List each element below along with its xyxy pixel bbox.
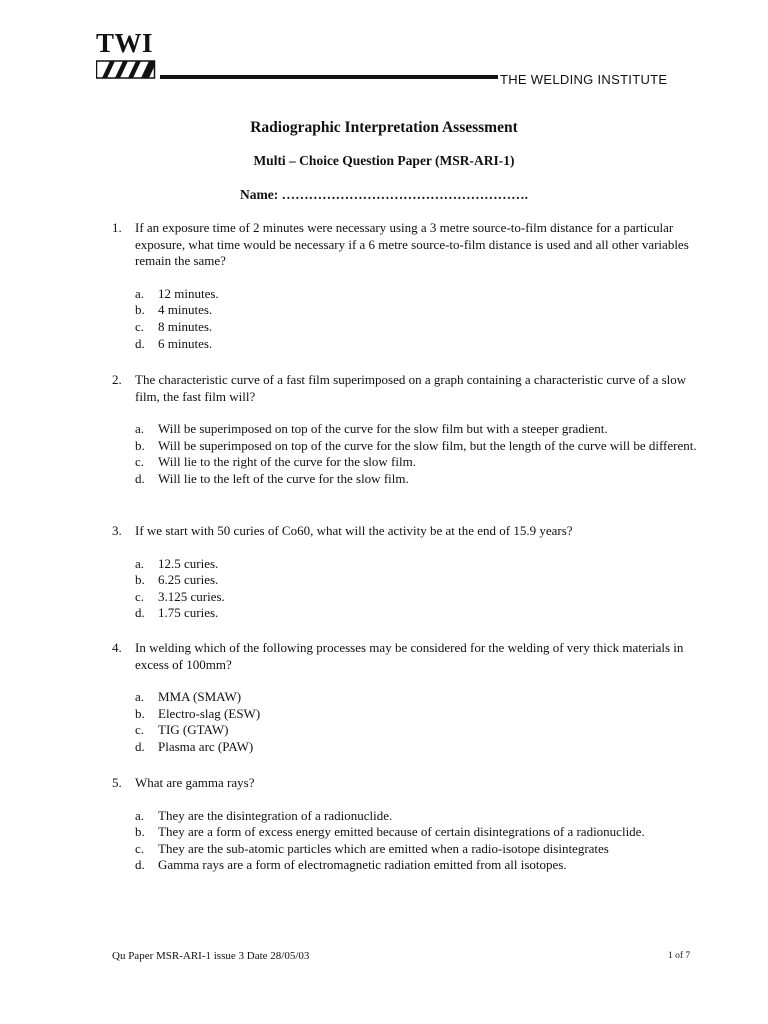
option-d bbox=[135, 605, 702, 622]
option-letter: b. bbox=[135, 705, 145, 721]
option-text: Will lie to the right of the curve for the slow film. bbox=[158, 454, 416, 470]
option-c bbox=[135, 319, 702, 336]
question-text: If we start with 50 curies of Co60, what will the activity be at the end of 15.9 years? bbox=[135, 523, 573, 538]
footer-page-number: 1 of 7 bbox=[668, 951, 691, 961]
option-text: 6 minutes. bbox=[158, 335, 213, 351]
question-number: 5. bbox=[112, 775, 122, 790]
option-a bbox=[135, 556, 702, 573]
option-letter: c. bbox=[135, 840, 145, 856]
question-number: 4. bbox=[112, 640, 122, 655]
header-rule bbox=[160, 75, 498, 79]
question-5 bbox=[112, 775, 702, 874]
option-text: They are a form of excess energy emitted because of certain disintegrations of a radionuclide. bbox=[158, 824, 645, 840]
option-text: 8 minutes. bbox=[158, 318, 213, 334]
option-c bbox=[135, 454, 702, 471]
option-letter: b. bbox=[135, 437, 145, 453]
option-letter: a. bbox=[135, 285, 145, 301]
option-text: 4 minutes. bbox=[158, 302, 213, 318]
option-b bbox=[135, 438, 702, 455]
option-text: 6.25 curies. bbox=[158, 572, 219, 588]
option-a bbox=[135, 286, 702, 303]
option-b bbox=[135, 706, 702, 723]
option-letter: c. bbox=[135, 722, 145, 738]
footer-document-ref: Qu Paper MSR-ARI-1 issue 3 Date 28/05/03 bbox=[112, 950, 310, 962]
logo-stripes-icon bbox=[96, 60, 158, 80]
option-letter: d. bbox=[135, 857, 145, 873]
option-d bbox=[135, 336, 702, 353]
option-text: They are the sub-atomic particles which are emitted when a radio-isotope disintegrates bbox=[158, 840, 609, 856]
option-letter: b. bbox=[135, 572, 145, 588]
question-2 bbox=[112, 372, 702, 488]
option-b bbox=[135, 824, 702, 841]
question-3 bbox=[112, 523, 702, 622]
option-b bbox=[135, 572, 702, 589]
option-text: 1.75 curies. bbox=[158, 605, 219, 621]
question-text: If an exposure time of 2 minutes were necessary using a 3 metre source-to-film distance for a particular exposure, what time would be necessary if a 6 metre source-to-film distance is used and all other variables remain the same? bbox=[135, 220, 689, 269]
twi-logo bbox=[96, 30, 153, 57]
option-a bbox=[135, 689, 702, 706]
option-text: Plasma arc (PAW) bbox=[158, 738, 254, 754]
option-text: 3.125 curies. bbox=[158, 588, 225, 604]
option-list bbox=[135, 556, 702, 622]
page-title: Radiographic Interpretation Assessment bbox=[250, 119, 518, 136]
question-number: 3. bbox=[112, 523, 122, 538]
option-d bbox=[135, 857, 702, 874]
option-d bbox=[135, 471, 702, 488]
option-c bbox=[135, 722, 702, 739]
option-letter: c. bbox=[135, 588, 145, 604]
question-text: What are gamma rays? bbox=[135, 775, 255, 790]
option-text: Will be superimposed on top of the curve for the slow film but with a steeper gradient. bbox=[158, 421, 608, 437]
option-text: TIG (GTAW) bbox=[158, 722, 229, 738]
option-text: Will lie to the left of the curve for the slow film. bbox=[158, 470, 409, 486]
option-c bbox=[135, 589, 702, 606]
option-letter: c. bbox=[135, 318, 145, 334]
option-letter: d. bbox=[135, 605, 145, 621]
option-a bbox=[135, 421, 702, 438]
logo-text: TWI bbox=[96, 28, 154, 58]
option-text: MMA (SMAW) bbox=[158, 689, 242, 705]
option-letter: a. bbox=[135, 807, 145, 823]
option-a bbox=[135, 808, 702, 825]
option-text: 12 minutes. bbox=[158, 285, 219, 301]
option-d bbox=[135, 739, 702, 756]
page-subtitle: Multi – Choice Question Paper (MSR-ARI-1) bbox=[253, 153, 515, 168]
option-list bbox=[135, 808, 702, 874]
option-list bbox=[135, 689, 702, 755]
option-text: They are the disintegration of a radionuclide. bbox=[158, 807, 393, 823]
option-text: Gamma rays are a form of electromagnetic radiation emitted from all isotopes. bbox=[158, 857, 567, 873]
option-text: Will be superimposed on top of the curve for the slow film, but the length of the curve will be different. bbox=[158, 437, 697, 453]
question-1 bbox=[112, 220, 702, 352]
option-list bbox=[135, 286, 702, 352]
option-letter: d. bbox=[135, 470, 145, 486]
option-text: Electro-slag (ESW) bbox=[158, 705, 261, 721]
option-letter: d. bbox=[135, 335, 145, 351]
question-text: In welding which of the following processes may be considered for the welding of very thick materials in excess of 100mm? bbox=[135, 640, 684, 672]
option-list bbox=[135, 421, 702, 487]
name-field-line: Name: ………………………………………………. bbox=[240, 187, 528, 202]
option-letter: b. bbox=[135, 824, 145, 840]
option-b bbox=[135, 302, 702, 319]
option-letter: a. bbox=[135, 689, 145, 705]
option-letter: b. bbox=[135, 302, 145, 318]
option-text: 12.5 curies. bbox=[158, 555, 219, 571]
question-number: 1. bbox=[112, 220, 122, 235]
option-letter: a. bbox=[135, 421, 145, 437]
question-text: The characteristic curve of a fast film superimposed on a graph containing a characteristic curve of a slow film, the fast film will? bbox=[135, 372, 687, 404]
question-4 bbox=[112, 640, 702, 756]
option-c bbox=[135, 841, 702, 858]
question-number: 2. bbox=[112, 372, 122, 387]
option-letter: d. bbox=[135, 738, 145, 754]
option-letter: a. bbox=[135, 555, 145, 571]
option-letter: c. bbox=[135, 454, 145, 470]
institute-name: THE WELDING INSTITUTE bbox=[500, 72, 668, 87]
